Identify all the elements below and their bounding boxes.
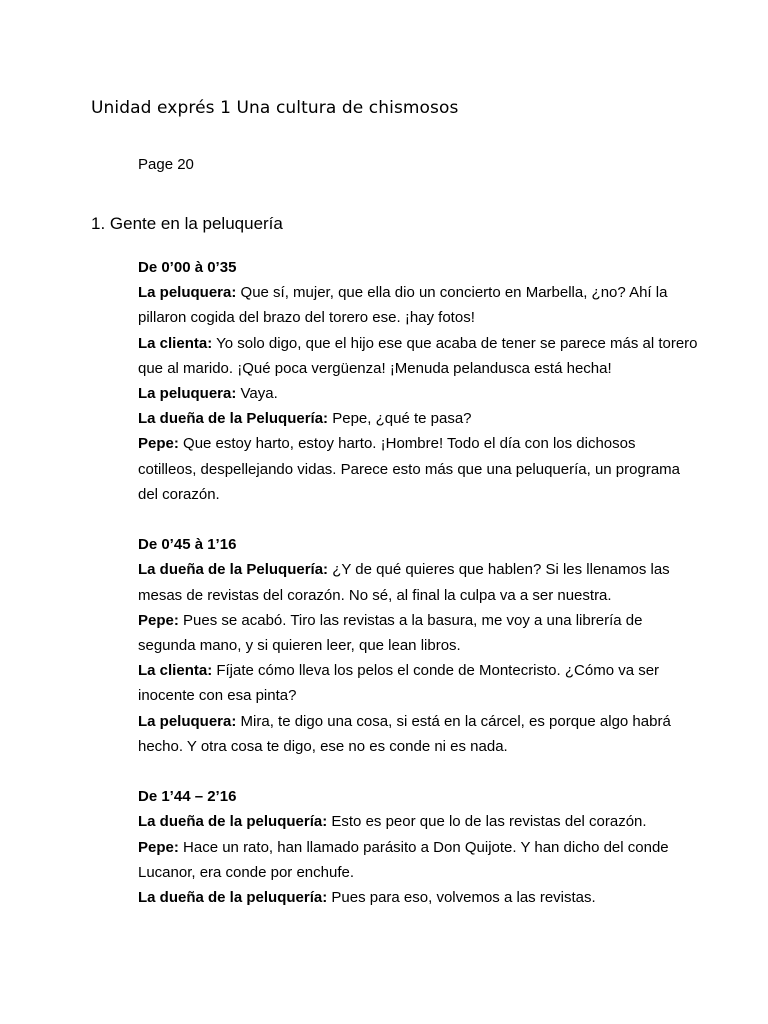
dialogue-text: Esto es peor que lo de las revistas del corazón. [327, 813, 647, 831]
dialogue-text: Pues para eso, volvemos a las revistas. [327, 889, 596, 907]
transcript-block [138, 532, 698, 759]
dialogue-text: Vaya. [236, 385, 278, 403]
page-reference: Page 20 [138, 156, 194, 173]
section-heading: 1. Gente en la peluquería [91, 214, 283, 233]
dialogue-text: Fíjate cómo lleva los pelos el conde de Montecristo. ¿Cómo va ser inocente con esa pinta? [138, 662, 660, 705]
speaker-name: La dueña de la peluquería: [138, 813, 328, 831]
dialogue-line [138, 809, 698, 834]
dialogue-text: Yo solo digo, que el hijo ese que acaba de tener se parece más al torero que al marido. ¡Qué poca vergüenza! ¡Menuda pelandusca está hecha! [138, 334, 698, 377]
speaker-name: Pepe: [138, 611, 179, 629]
transcript-block [138, 255, 698, 507]
dialogue-text: Pepe, ¿qué te pasa? [328, 410, 472, 428]
dialogue-line [138, 885, 698, 910]
dialogue-line [138, 658, 698, 708]
dialogue-text: Mira, te digo una cosa, si está en la cárcel, es porque algo habrá hecho. Y otra cosa te digo, ese no es conde ni es nada. [138, 712, 671, 755]
dialogue-text: Que estoy harto, estoy harto. ¡Hombre! Todo el día con los dichosos cotilleos, despellejando vidas. Parece esto más que una peluquería, un programa del corazón. [138, 435, 681, 503]
dialogue-line [138, 406, 698, 431]
speaker-name: La clienta: [138, 662, 213, 680]
dialogue-text: Que sí, mujer, que ella dio un concierto en Marbella, ¿no? Ahí la pillaron cogida del brazo del torero ese. ¡hay fotos! [138, 284, 668, 327]
speaker-name: La peluquera: [138, 284, 237, 302]
dialogue-line [138, 331, 698, 381]
dialogue-text: Hace un rato, han llamado parásito a Don Quijote. Y han dicho del conde Lucanor, era conde por enchufe. [138, 838, 669, 881]
dialogue-text: Pues se acabó. Tiro las revistas a la basura, me voy a una librería de segunda mano, y si quieren leer, que lean libros. [138, 611, 643, 655]
dialogue-line [138, 431, 698, 507]
dialogue-line [138, 381, 698, 406]
document-title: Unidad exprés 1 Una cultura de chismosos [91, 98, 459, 118]
speaker-name: La dueña de la Peluquería: [138, 410, 329, 428]
speaker-name: La dueña de la Peluquería: [138, 561, 329, 579]
timestamp: De 0’00 à 0’35 [138, 259, 237, 276]
speaker-name: La peluquera: [138, 385, 237, 403]
speaker-name: Pepe: [138, 838, 179, 856]
transcript-block [138, 784, 698, 910]
dialogue-line [138, 835, 698, 885]
dialogue-line [138, 608, 698, 658]
timestamp: De 0’45 à 1’16 [138, 536, 237, 554]
speaker-name: Pepe: [138, 435, 179, 453]
timestamp: De 1’44 – 2’16 [138, 788, 237, 806]
speaker-name: La peluquera: [138, 712, 237, 730]
transcript [138, 255, 698, 935]
dialogue-line [138, 557, 698, 607]
dialogue-text: ¿Y de qué quieres que hablen? Si les llenamos las mesas de revistas del corazón. No sé, al final la culpa va a ser nuestra. [138, 561, 670, 604]
dialogue-line [138, 709, 698, 759]
speaker-name: La dueña de la peluquería: [138, 889, 328, 907]
dialogue-line [138, 280, 698, 330]
speaker-name: La clienta: [138, 334, 213, 352]
